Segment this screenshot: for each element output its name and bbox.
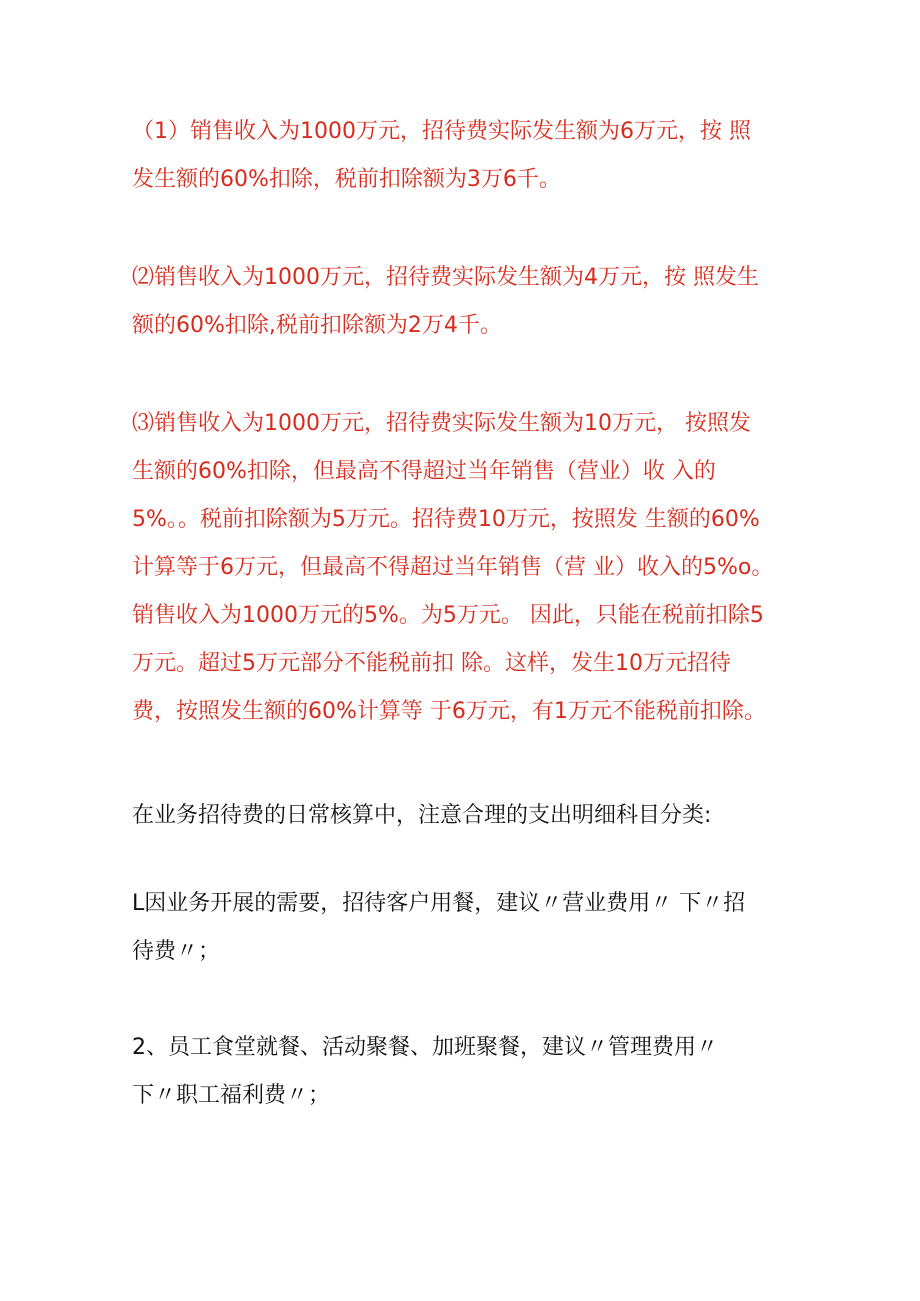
text-line: L因业务开展的需要，招待客户用餐，建议〃营业费用〃 下〃招 xyxy=(132,891,746,916)
text-line: 销售收入为1000万元的5%。为5万元。 因此，只能在税前扣除5 xyxy=(132,603,764,628)
text-line: ⑶销售收入为1000万元，招待费实际发生额为10万元， 按照发 xyxy=(132,411,751,436)
example-2-paragraph xyxy=(132,254,802,350)
text-line: 计算等于6万元，但最高不得超过当年销售（营 业）收入的5%o。 xyxy=(132,555,774,580)
example-3-paragraph xyxy=(132,400,802,736)
text-line: 待费〃； xyxy=(132,939,221,964)
intro-paragraph xyxy=(132,792,802,840)
text-line: 在业务招待费的日常核算中，注意合理的支出明细科目分类: xyxy=(132,803,712,828)
text-line: 发生额的60%扣除，税前扣除额为3万6千。 xyxy=(132,167,561,192)
text-line: （1）销售收入为1000万元，招待费实际发生额为6万元，按 照 xyxy=(132,119,751,144)
text-line: 费，按照发生额的60%计算等 于6万元，有1万元不能税前扣除。 xyxy=(132,699,766,724)
text-line: 5%。。税前扣除额为5万元。招待费10万元，按照发 生额的60% xyxy=(132,507,760,532)
item-2-paragraph xyxy=(132,1024,802,1120)
text-line: 2、员工食堂就餐、活动聚餐、加班聚餐，建议〃管理费用〃 xyxy=(132,1035,718,1060)
text-line: 万元。超过5万元部分不能税前扣 除。这样，发生10万元招待 xyxy=(132,651,731,676)
text-line: 额的60%扣除,税前扣除额为2万4千。 xyxy=(132,313,502,338)
text-line: 下〃职工福利费〃； xyxy=(132,1083,331,1108)
text-line: ⑵销售收入为1000万元，招待费实际发生额为4万元，按 照发生 xyxy=(132,265,759,290)
example-1-paragraph xyxy=(132,108,802,204)
text-line: 生额的60%扣除，但最高不得超过当年销售（营业）收 入的 xyxy=(132,459,716,484)
item-1-paragraph xyxy=(132,880,802,976)
